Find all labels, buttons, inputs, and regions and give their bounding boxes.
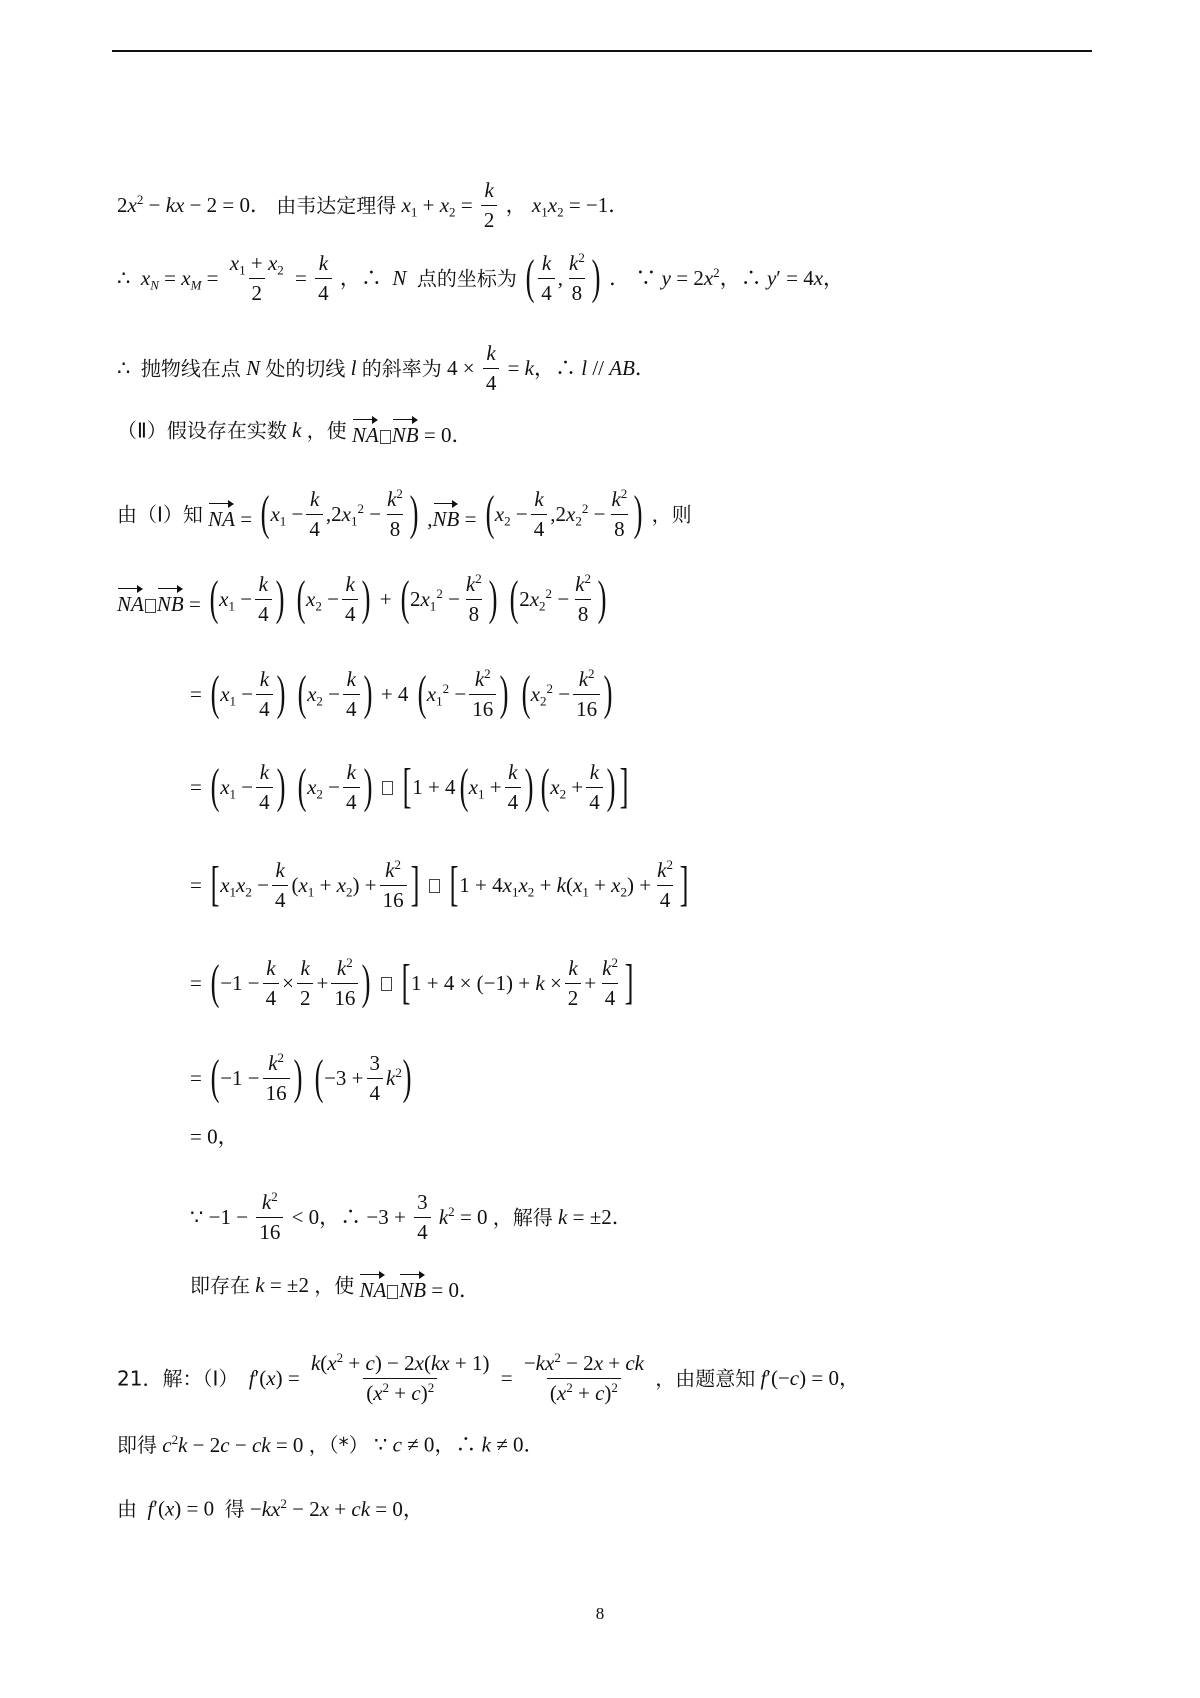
- solve-k: ∵ −1 − $\frac{k^2}{16}$ < 0，∴ −3 + $\frac{3}{4}$ $k^2 = 0$ ，解得 k = ±2．: [190, 1189, 633, 1244]
- q21-critical-points: 由 f′(x) = 0 得 $-kx^2 - 2x$ + ck = 0，: [117, 1495, 424, 1522]
- header-rule: [112, 50, 1092, 52]
- dot-product-expansion-1: NA NB = ( $x_1$ − $\frac{k}{4}$ ) ( $x_2$ − $\frac{k}{4}$ ) + ( $2x_1^2$ − $\frac{k^2}{8}$ ) ( $2x_2^2$ − $\frac{k^2}{8}$ ): [117, 571, 607, 626]
- equation-midpoint: ∴ $x_N = x_M$ = $\frac{x_1 + x_2}{2}$ = $\frac{k}{4}$ ，∴ N 点的坐标为 ( $\frac{k}{4}$ , $\frac{k^2}{8}$ ) ． ∵ $y = 2x^2$，∴ y′ = 4x，: [117, 250, 845, 305]
- vectors-na-nb: 由（Ⅰ）知 NA = ( $x_1$ − $\frac{k}{4}$ $,2x_1^2$ − $\frac{k^2}{8}$ ) ,NB = ( $x_2$ − $\frac{k}{4}$ $,2x_2^2$ − $\frac{k^2}{8}$ ) ，则: [117, 486, 692, 541]
- dot-product-expansion-4: = [ $x_1x_2$ − $\frac{k}{4}$ $(x_1 + x_2)$ + $\frac{k^2}{16}$ ] [ $1 + 4x_1x_2 + k(x_1 + x_2)$ + $\frac{k^2}{4}$ ]: [190, 857, 689, 912]
- dot-product-expansion-2: = ( $x_1$ − $\frac{k}{4}$ ) ( $x_2$ − $\frac{k}{4}$ ) + 4 ( $x_1^2$ − $\frac{k^2}{16}$ ) ( $x_2^2$ − $\frac{k^2}{16}$ ): [190, 666, 613, 721]
- q21-condition: 即得 $c^2k - 2c$ − ck = 0 ，（*） ∵ c ≠ 0，∴ k ≠ 0．: [117, 1431, 545, 1458]
- page-number: 8: [595, 1604, 605, 1623]
- result-zero: = 0，: [190, 1124, 239, 1149]
- dot-product-expansion-6: = ( −1 − $\frac{k^2}{16}$ ) ( −3 + $\frac{3}{4}$ $k^2$ ): [190, 1050, 412, 1105]
- conclusion-exists: 即存在 k = ±2 ，使 NA NB = 0．: [190, 1270, 480, 1301]
- dot-product-expansion-3: = ( $x_1$ − $\frac{k}{4}$ ) ( $x_2$ − $\frac{k}{4}$ ) [ 1 + 4 ( $x_1$ + $\frac{k}{4}$ ) ( $x_2$ + $\frac{k}{4}$ ) ]: [190, 760, 629, 814]
- part-2-hypothesis: （Ⅱ）假设存在实数 k ，使 NA NB = 0．: [117, 415, 472, 446]
- dot-product-expansion-5: = ( −1 − $\frac{k}{4}$ × $\frac{k}{2}$ + $\frac{k^2}{16}$ ) [ 1 + 4 × (−1) + k × $\frac{k}{2}$ + $\frac{k^2}{4}$ ]: [190, 955, 634, 1010]
- equation-quadratic: $2x^2$ − kx − 2 = 0． 由韦达定理得 $x_1 + x_2$ = $\frac{k}{2}$ ， $x_1x_2 = -1$．: [117, 178, 630, 232]
- q21-derivative: 21．解：（Ⅰ） f′(x) = $\frac{k(x^2 + c) - 2x(kx + 1)}{(x^2 + c)^2}$ = $\frac{-kx^2 - 2x + ck}{(x^2 + c)^2}$ ，由题意知 f′(−c) = 0，: [117, 1350, 860, 1405]
- equation-tangent-slope: ∴ 抛物线在点 N 处的切线 l 的斜率为 4 × $\frac{k}{4}$ = k，∴ l // AB．: [117, 341, 656, 395]
